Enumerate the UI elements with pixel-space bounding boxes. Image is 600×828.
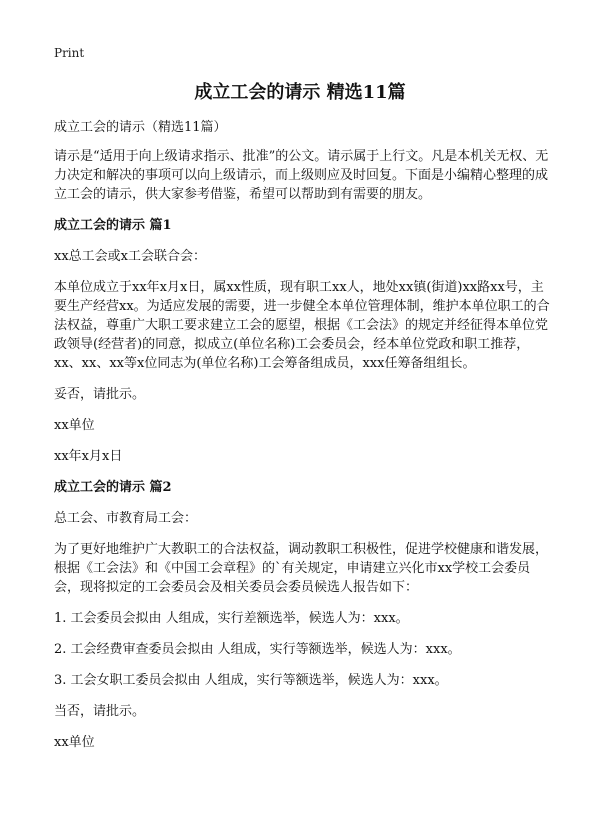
print-link[interactable]: Print [54,46,85,60]
section1-addressee: xx总工会或x工会联合会： [54,249,206,264]
section2-addressee: 总工会、市教育局工会： [54,511,198,526]
section1-body: 本单位成立于xx年x月x日，属xx性质，现有职工xx人，地处xx镇(街道)xx路xx号，主要生产经营xx。为适应发展的需要，进一步健全本单位管理体制，维护本单位职工的合法权益，尊重广大职工要求建立工会的愿望，根据《工会法》的规定并经征得本单位党政领导(经营者)的同意，拟成立(单位名称)工会委员会，经本单位党政和职工推荐，xx、xx、xx等x位同志为(单位名称)工会筹备组成员，xxx任筹备组组长。 [54,280,550,371]
document-subtitle: 成立工会的请示（精选11篇） [54,120,227,135]
section1-heading: 成立工会的请示 篇1 [54,218,172,233]
document-body [54,118,550,764]
section2-body: 为了更好地维护广大教职工的合法权益，调动教职工积极性，促进学校健康和谐发展，根据《工会法》和《中国工会章程》的`有关规定，申请建立兴化市xx学校工会委员会，现将拟定的工会委员会及相关委员会委员候选人报告如下： [54,542,549,595]
section2-item-1: 1. 工会委员会拟由 人组成，实行差额选举，候选人为：xxx。 [54,611,409,626]
section2-heading: 成立工会的请示 篇2 [54,480,172,495]
section2-item-3: 3. 工会女职工委员会拟由 人组成，实行等额选举，候选人为：xxx。 [54,673,448,688]
section2-signer: xx单位 [54,735,95,750]
page-title: 成立工会的请示 精选11篇 [194,82,406,103]
section1-closing: 妥否，请批示。 [54,387,146,402]
intro-paragraph: 请示是“适用于向上级请求指示、批准”的公文。请示属于上行文。凡是本机关无权、无力决定和解决的事项可以向上级请示，而上级则应及时回复。下面是小编精心整理的成立工会的请示，供大家参考借鉴，希望可以帮助到有需要的朋友。 [54,149,549,202]
section2-item-2: 2. 工会经费审查委员会拟由 人组成，实行等额选举，候选人为：xxx。 [54,642,461,657]
section2-closing: 当否，请批示。 [54,704,146,719]
section1-date: xx年x月x日 [54,449,123,464]
section1-signer: xx单位 [54,418,95,433]
